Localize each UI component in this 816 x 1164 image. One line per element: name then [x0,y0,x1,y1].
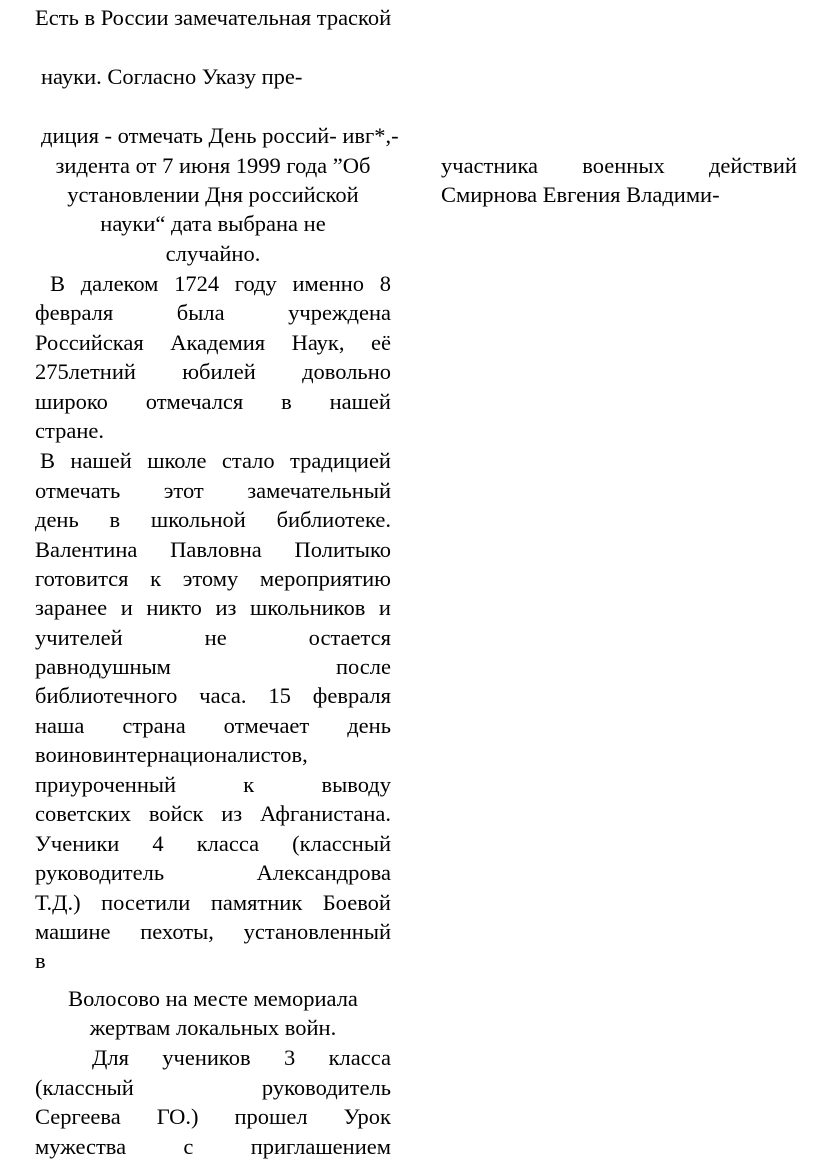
top-line-1: Есть в России замечательная траской [35,5,392,30]
word: установленный [243,919,391,944]
word: памятник [210,890,303,915]
word: 3 [283,1045,296,1070]
justified-line [35,476,391,506]
justified-line [50,269,391,299]
left-p4-line-1: Волосово на месте мемориала [68,986,358,1011]
justified-line [35,799,391,829]
word: школьной [150,507,246,532]
word: класса [328,1045,391,1070]
word: Наук, [291,330,345,355]
justified-line [35,357,391,387]
word: далеком [80,271,159,296]
word: руководитель [261,1075,391,1100]
word: широко [35,389,108,414]
word: её [370,330,391,355]
justified-line [35,535,391,565]
word: февраля [312,683,391,708]
word: Для [92,1045,129,1070]
word: Урок [343,1104,391,1129]
left-p1-line-3: науки“ дата выбрана не [100,211,326,236]
word: Политыко [294,537,391,562]
justified-line [40,446,391,476]
justified-line [35,564,391,594]
right-word: действий [708,153,797,178]
justified-line [35,1132,391,1162]
word: приглашением [250,1134,391,1159]
word: библиотеке. [276,507,391,532]
justified-line [35,917,391,947]
word: именно [292,271,365,296]
word: посетили [101,890,191,915]
word: Боевой [322,890,391,915]
word: Академия [170,330,266,355]
word: к [150,566,162,591]
word: Ученики [35,831,120,856]
word: Павловна [170,537,262,562]
word: равнодушным [35,654,171,679]
justified-line [35,505,391,535]
word: учеников [162,1045,251,1070]
right-line-2: Смирнова Евгения Владими- [441,182,720,207]
word: 275летний [35,359,136,384]
word: приуроченный [35,772,177,797]
word: Валентина [35,537,138,562]
justified-line [35,681,391,711]
word: не [204,625,227,650]
word: наша [35,713,85,738]
word: после [335,654,391,679]
word: выводу [321,772,391,797]
word: Т.Д.) [35,890,81,915]
left-p4-line-2: жертвам локальных войн. [89,1015,337,1040]
word: году [234,271,277,296]
right-word: военных [582,153,665,178]
word: никто [146,595,202,620]
word: класса [196,831,260,856]
justified-line [35,829,391,859]
top-line-2: науки. Согласно Указу пре- [41,64,303,89]
word: (классный [35,1075,134,1100]
justified-line [35,623,391,653]
word: страна [122,713,186,738]
justified-line [35,770,391,800]
word: 8 [379,271,391,296]
justified-line [92,1043,391,1073]
word: пехоты, [140,919,214,944]
left-p3-line-11: воиновинтернационалистов, [35,742,308,767]
right-line-1 [441,151,797,181]
justified-line [35,711,391,741]
word: нашей [70,448,132,473]
word: В [50,271,66,296]
word: войск [148,801,204,826]
justified-line [35,652,391,682]
word: мужества [35,1134,127,1159]
word: из [215,595,237,620]
word: этому [182,566,239,591]
word: ГО.) [156,1104,199,1129]
word: с [183,1134,194,1159]
justified-line [35,858,391,888]
word: и [378,595,391,620]
word: в [281,389,292,414]
word: традицией [290,448,391,473]
word: 4 [152,831,164,856]
word: Сергеева [35,1104,121,1129]
word: отмечать [35,478,121,503]
word: машине [35,919,111,944]
word: В [40,448,56,473]
word: этот [163,478,204,503]
justified-line [35,298,391,328]
word: день [347,713,391,738]
justified-line [35,1102,391,1132]
word: прошел [234,1104,308,1129]
word: стало [221,448,275,473]
word: библиотечного [35,683,178,708]
word: часа. [199,683,247,708]
word: и [120,595,133,620]
word: была [176,300,225,325]
top-line-3: диция - отмечать День россий- ивг*,- [41,123,399,148]
justified-line [35,888,391,918]
word: Афганистана. [259,801,391,826]
word: отмечался [145,389,244,414]
word: руководитель [35,860,165,885]
word: школе [147,448,207,473]
word: отмечает [223,713,310,738]
word: заранее [35,595,108,620]
word: мероприятию [259,566,391,591]
word: советских [35,801,132,826]
left-p1-line-2: установлении Дня российской [67,182,359,207]
word: школьников [250,595,366,620]
word: к [243,772,255,797]
word: Российская [35,330,144,355]
word: учреждена [288,300,391,325]
left-p2-last-line: стране. [35,418,104,443]
justified-line [35,1073,391,1103]
word: учителей [35,625,123,650]
justified-line [35,387,391,417]
word: остается [308,625,391,650]
word: юбилей [182,359,256,384]
word: в [109,507,121,532]
word: готовится [35,566,129,591]
word: день [35,507,79,532]
word: из [221,801,243,826]
word: довольно [302,359,391,384]
justified-line [35,328,391,358]
word: 15 [268,683,291,708]
word: нашей [329,389,391,414]
word: 1724 [174,271,220,296]
left-p3-v: в [35,948,46,973]
word: Александрова [256,860,391,885]
justified-line [35,593,391,623]
word: замечательный [247,478,391,503]
word: (классный [292,831,391,856]
right-word: участника [441,153,539,178]
left-p1-line-4: случайно. [165,241,261,266]
left-p1-line-1: зидента от 7 июня 1999 года ”Об [55,153,371,178]
word: февраля [35,300,114,325]
